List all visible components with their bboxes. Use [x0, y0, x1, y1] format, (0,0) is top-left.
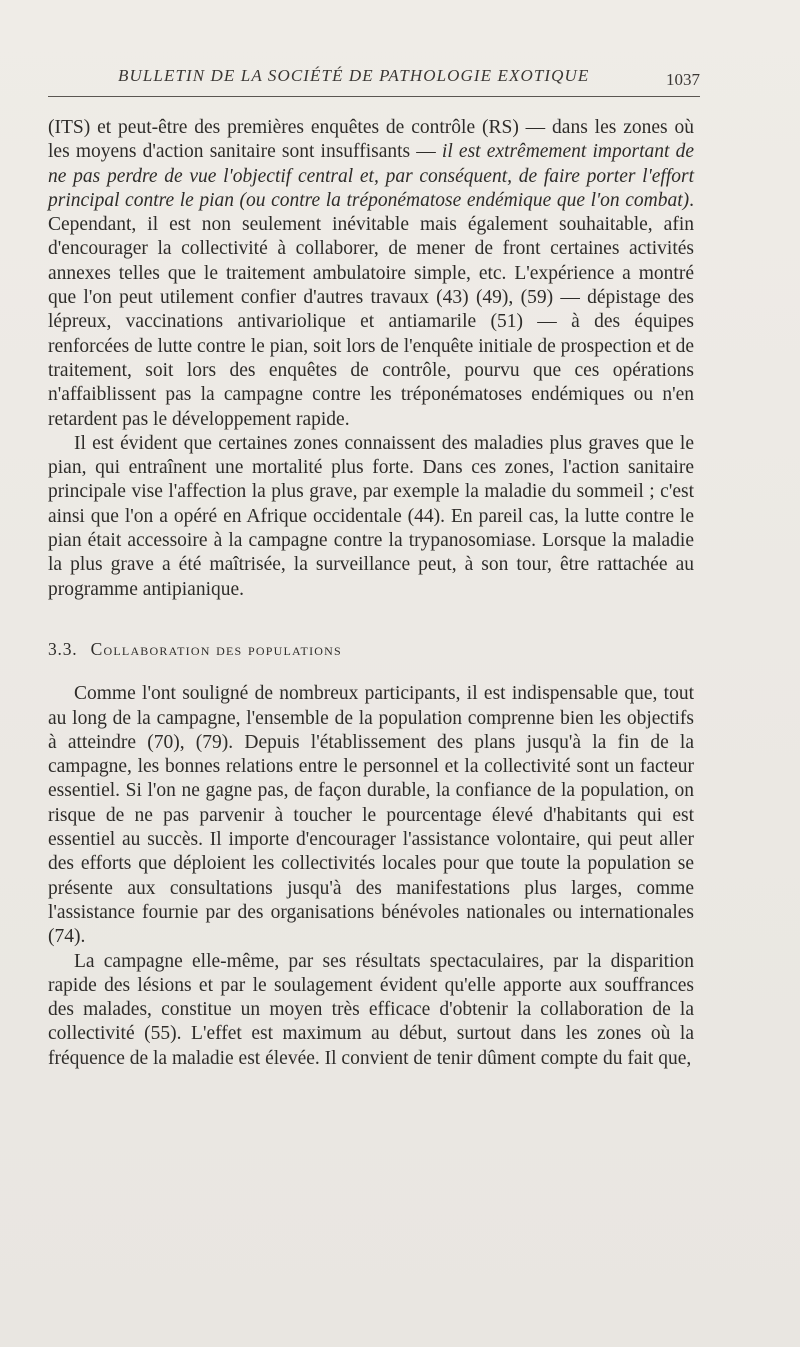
running-header — [48, 62, 700, 97]
paragraph: Il est évident que certaines zones connaissent des maladies plus graves que le pian, qui entraînent une mortalité plus forte. Dans ces zones, l'action sanitaire principale vise l'affection la plus grave, par exemple la maladie du sommeil ; c'est ainsi que l'on a opéré en Afrique occidentale (44). En pareil cas, la lutte contre le pian était accessoire à la campagne contre la trypanosomiase. Lorsque la maladie la plus grave a été maîtrisée, la surveillance peut, à son tour, être rattachée au programme antipianique. — [48, 432, 694, 600]
page-number: 1037 — [666, 70, 700, 89]
section-title: Collaboration des populations — [90, 638, 342, 659]
paragraph-text: . Cependant, il est non seulement inévitable mais également souhaitable, afin d'encourager la collectivité à collaborer, de mener de front certaines activités annexes telles que le traitement ambulatoire simple, etc. L'expérience a montré que l'on peut utilement confier d'autres travaux (43) (49), (59) — dépistage des lépreux, vaccinations antivariolique et antiamarile (51) — à des équipes renforcées de lutte contre le pian, soit lors de l'enquête initiale de prospection et de traitement, soit lors des enquêtes de contrôle, pourvu que ces opérations n'affaiblissent pas la campagne contre les tréponématoses endémiques ou n'en retardent pas le développement rapide. — [48, 189, 694, 430]
paragraph — [48, 116, 694, 432]
running-title: BULLETIN DE LA SOCIÉTÉ DE PATHOLOGIE EXOTIQUE — [118, 66, 590, 85]
paragraph-text: (ITS) et peut-être des premières enquêtes de contrôle (RS) — dans les zones où les moyens d'action sanitaire sont insuffisants — — [48, 117, 694, 163]
section-heading — [48, 637, 694, 661]
paragraph: La campagne elle-même, par ses résultats spectaculaires, par la disparition rapide des lésions et par le soulagement évident qu'elle apporte aux souffrances des malades, constitue un moyen très efficace d'obtenir la collaboration de la collectivité (55). L'effet est maximum au début, surtout dans les zones où la fréquence de la maladie est élevée. Il convient de tenir dûment compte du fait que, — [48, 950, 694, 1069]
section-number: 3.3. — [48, 638, 78, 659]
body-text — [48, 116, 694, 1071]
paragraph: Comme l'ont souligné de nombreux participants, il est indispensable que, tout au long de la campagne, l'ensemble de la population comprenne bien les objectifs à atteindre (70), (79). Depuis l'établissement des plans jusqu'à la fin de la campagne, les bonnes relations entre le personnel et la collectivité sont un facteur essentiel. Si l'on ne gagne pas, de façon durable, la confiance de la population, on risque de ne pas parvenir à toucher le pourcentage élevé d'habitants qui est essentiel au succès. Il importe d'encourager l'assistance volontaire, qui peut aller des efforts que déploient les collectivités locales pour que toute la population se présente aux consultations jusqu'à des manifestations plus larges, comme l'assistance fournie par des organisations bénévoles nationales ou internationales (74). — [48, 683, 694, 948]
emphasized-text: il est extrêmement important de ne pas perdre de vue l'objectif central et, par conséquent, de faire porter l'effort principal contre le pian (ou contre la tréponématose endémique que l'on combat) — [48, 141, 694, 211]
